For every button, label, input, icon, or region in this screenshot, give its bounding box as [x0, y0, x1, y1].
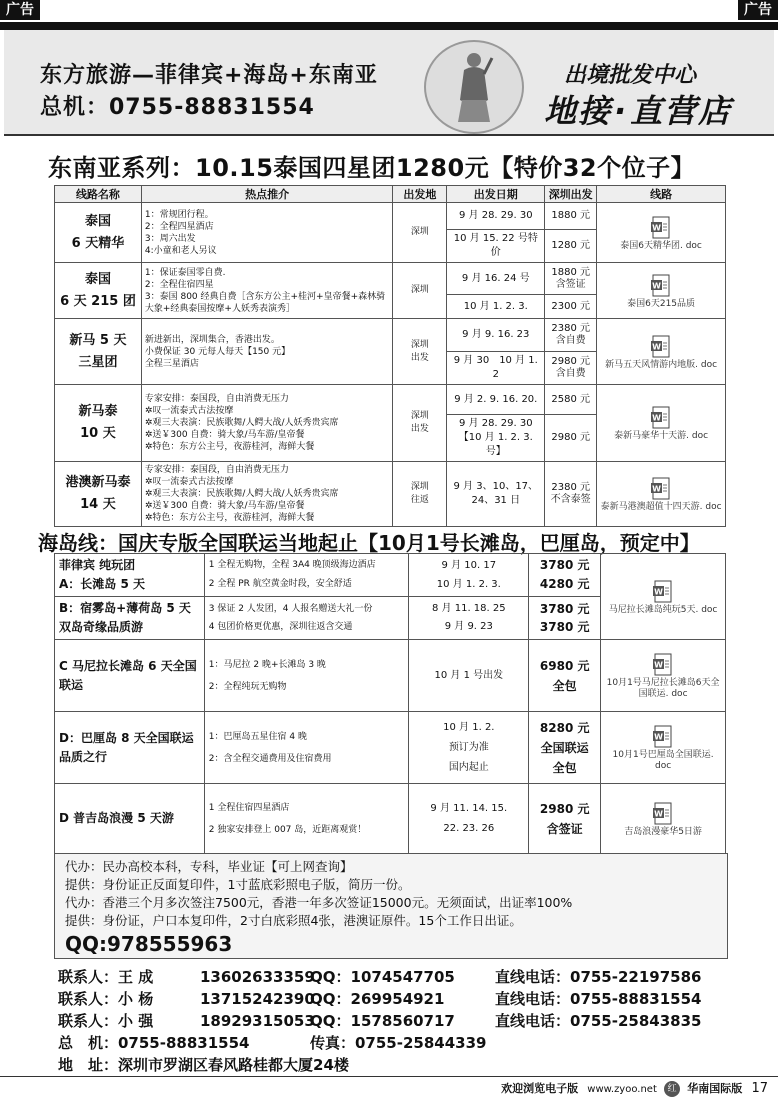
route-name-line2: 双岛奇缘品质游: [59, 620, 144, 634]
price-line: 3780 元: [539, 602, 590, 616]
seal-logo-icon: [424, 40, 524, 134]
contact-row: [58, 988, 701, 1009]
highlight-item: 3：周六出发: [144, 233, 196, 244]
highlight-item: ✲特色：东方公主号，夜游桂河，海鲜大餐: [144, 442, 315, 452]
date-line: 10 月 1. 2. 3.: [436, 579, 501, 590]
contact-direct-line: 直线电话：0755-22197586: [495, 968, 702, 986]
word-doc-icon: [650, 477, 672, 501]
departure-city: [393, 319, 447, 385]
contact-qq: QQ：1074547705: [310, 968, 455, 986]
route-highlights: [141, 203, 393, 263]
footer-brand: 华南国际版: [687, 1082, 743, 1095]
route-doc-link[interactable]: [597, 385, 726, 462]
fax: 传真：0755-25844339: [310, 1034, 487, 1052]
route-name-line2: 6 天 215 团: [60, 293, 136, 309]
route-doc-link[interactable]: [597, 462, 726, 527]
table-row: [55, 203, 726, 230]
title-dot: ·: [614, 92, 629, 130]
route-doc-link[interactable]: [601, 784, 726, 854]
price: 2580 元: [545, 385, 597, 415]
price: 2980 元: [545, 415, 597, 462]
route-doc-name: 吉岛浪漫豪华5日游: [624, 826, 702, 837]
route-name-line1: 港澳新马泰: [65, 475, 131, 490]
departure-date: 9 月 9. 16. 23: [447, 319, 545, 352]
table-header-row: [55, 186, 726, 203]
main-phone-headline: 总机：0755-88831554: [40, 95, 315, 120]
agent-services-box: [54, 853, 728, 959]
departure-line1: 深圳: [410, 339, 429, 350]
route-highlights: [141, 385, 393, 462]
price-line: 全包: [552, 760, 577, 775]
price: 2980 元 含自费: [545, 352, 597, 385]
table-row: [55, 263, 726, 295]
route-highlights: [141, 263, 393, 319]
departure-city: [393, 385, 447, 462]
island-route-name: [55, 597, 205, 640]
departure-date: 9 月 16. 24 号: [447, 263, 545, 295]
highlight-item: 4:小童和老人另议: [144, 245, 217, 256]
route-name-line1: B：宿雾岛+薄荷岛 5 天: [59, 601, 191, 615]
departure-line2: 出发: [410, 352, 429, 363]
island-highlights: [204, 597, 409, 640]
price: 1880 元: [545, 203, 597, 230]
route-doc-link[interactable]: [601, 712, 726, 784]
price: 1880 元 含签证: [545, 263, 597, 295]
local-reception-text: 地接: [544, 92, 613, 130]
highlight-item: 2：全程住宿四星: [144, 279, 214, 290]
highlight-item: 1 全程住宿四星酒店: [208, 802, 290, 813]
island-dates: [409, 554, 529, 597]
departure-date: 9 月 2. 9. 16. 20.: [447, 385, 545, 415]
contact-label: 联系人：小 强: [58, 1012, 154, 1030]
island-highlights: [204, 640, 409, 712]
contact-label: 联系人：王 成: [58, 968, 154, 986]
table-row: [55, 462, 726, 527]
agent-line: 提供：身份证正反面复印件，1寸蓝底彩照电子版，简历一份。: [65, 877, 411, 892]
word-doc-icon: [652, 802, 674, 826]
contact-direct-line: 直线电话：0755-88831554: [495, 990, 702, 1008]
wholesale-center-title: 出境批发中心: [564, 63, 697, 88]
contact-qq: QQ：269954921: [310, 990, 445, 1008]
departure-date: 9 月 28. 29. 30【10 月 1. 2. 3. 号】: [447, 415, 545, 462]
highlight-item: 专家安排：泰国段，自由消费无压力: [144, 394, 289, 404]
highlight-item: ✲叹一流泰式古法按摩: [144, 406, 234, 416]
highlight-item: ✲送￥300 自费：骑大象/马车游/皇帝餐: [144, 501, 305, 511]
highlight-item: 3：泰国 800 经典自费［含东方公主+桂河+皇帝餐+森林骑大象+经典泰国按摩+人妖秀表演秀］: [144, 291, 386, 314]
departure-city: [393, 203, 447, 263]
agent-line: 提供：身份证，户口本复印件，2寸白底彩照4张，港澳证原件。15个工作日出证。: [65, 913, 522, 928]
price-line: 全包: [552, 678, 577, 693]
island-route-name: D 普吉岛浪漫 5 天游: [55, 784, 205, 854]
departure-date: 9 月 28. 29. 30: [447, 203, 545, 230]
price-line: 6980 元: [539, 658, 590, 673]
island-price: [529, 712, 601, 784]
island-dates: [409, 712, 529, 784]
route-highlights: [141, 462, 393, 527]
route-highlights: [141, 319, 393, 385]
contact-phone: 13602633359: [200, 968, 315, 986]
word-doc-icon: [650, 274, 672, 298]
date-line: 国内起止: [448, 761, 489, 773]
route-name-line2: 三星团: [78, 354, 118, 370]
southeast-asia-table: [54, 185, 726, 527]
departure-line1: 深圳: [410, 227, 429, 237]
highlight-item: 1：常规团行程。: [144, 209, 214, 220]
header-banner: [4, 30, 774, 136]
price-line: 8280 元: [539, 720, 590, 735]
contact-row: [58, 966, 701, 987]
island-highlights: [204, 784, 409, 854]
route-doc-name: 马尼拉长滩岛纯玩5天. doc: [608, 604, 718, 615]
date-line: 10 月 1. 2.: [443, 721, 495, 733]
highlight-item: ✲观三大表演：民族歌舞/人鳄大战/人妖秀贵宾席: [144, 489, 339, 499]
contact-label: 联系人：小 杨: [58, 990, 154, 1008]
route-name-line2: 6 天精华: [71, 235, 125, 251]
contact-phone: 13715242390: [200, 990, 315, 1008]
route-name: [55, 462, 142, 527]
departure-line1: 深圳: [410, 482, 429, 492]
island-route-name: D：巴厘岛 8 天全国联运品质之行: [55, 712, 205, 784]
route-name-line2: 10 天: [80, 426, 116, 441]
highlight-item: 2 全程 PR 航空黄金时段，安全舒适: [208, 579, 352, 589]
route-name: [55, 263, 142, 319]
section-island-title: 海岛线：国庆专版全国联运当地起止【10月1号长滩岛，巴厘岛，预定中】: [38, 531, 700, 555]
highlight-item: ✲观三大表演：民族歌舞/人鳄大战/人妖秀贵宾席: [144, 418, 339, 428]
route-name-line1: 泰国: [84, 213, 111, 229]
highlight-item: 3 保证 2 人发团，4 人报名赠送大礼一份: [208, 604, 373, 614]
highlight-item: 1：马尼拉 2 晚+长滩岛 3 晚: [208, 659, 326, 670]
word-doc-icon: [650, 216, 672, 240]
footer-welcome: 欢迎浏览电子版: [501, 1082, 579, 1095]
highlight-item: 2 独家安排登上 007 岛，近距离观赏！: [208, 824, 367, 835]
island-highlights: [204, 554, 409, 597]
price: 2380 元 不含泰签: [545, 462, 597, 527]
island-table: [54, 553, 726, 854]
island-dates: [409, 597, 529, 640]
contact-direct-line: 直线电话：0755-25843835: [495, 1012, 702, 1030]
price-line: 3780 元: [539, 558, 590, 572]
route-doc-link[interactable]: [601, 640, 726, 712]
col-header-dates: 出发日期: [447, 186, 545, 203]
word-doc-icon: [652, 653, 674, 677]
route-name: [55, 319, 142, 385]
route-name-line1: 泰国: [84, 271, 111, 287]
direct-store-text: 直营店: [630, 92, 733, 130]
price: 2300 元: [545, 295, 597, 319]
table-row: [55, 554, 726, 597]
departure-line1: 深圳: [410, 411, 429, 421]
col-header-route-file: 线路: [597, 186, 726, 203]
highlight-item: 新进新出，深圳集合，香港出发。: [144, 334, 280, 345]
ad-label-right: 广告: [738, 0, 778, 20]
departure-date: 10 月 1. 2. 3.: [447, 295, 545, 319]
word-doc-icon: [652, 725, 674, 749]
direct-store-title: [544, 86, 732, 132]
date-line: 22. 23. 26: [443, 822, 495, 834]
col-header-departure: 出发地: [393, 186, 447, 203]
word-doc-icon: [650, 406, 672, 430]
route-name-line2: A：长滩岛 5 天: [59, 577, 145, 591]
highlight-item: ✲送￥300 自费：骑大象/马车游/皇帝餐: [144, 430, 305, 440]
route-doc-name: 新马五天风情游内地版. doc: [605, 359, 718, 370]
address: 地 址：深圳市罗湖区春风路桂都大厦24楼: [58, 1056, 349, 1074]
highlight-item: 小费保证 30 元每人每天【150 元】: [144, 346, 291, 357]
route-name: [55, 203, 142, 263]
departure-date: 10 月 15. 22 号特价: [447, 230, 545, 263]
footer: [501, 1080, 768, 1097]
price-line: 4280 元: [539, 577, 590, 591]
highlight-item: 1：保证泰国零自费.: [144, 267, 226, 278]
highlight-item: 2：全程纯玩无购物: [208, 681, 287, 692]
phone-fax-row: [58, 1032, 486, 1053]
departure-date: 9 月 3、10、17、24、31 日: [447, 462, 545, 527]
brand-logo-icon: 红: [664, 1081, 680, 1097]
route-name-line2: 14 天: [80, 497, 116, 512]
table-row: [55, 385, 726, 415]
departure-line2: 往返: [410, 495, 429, 505]
island-dates: [409, 784, 529, 854]
footer-site-link[interactable]: www.zyoo.net: [587, 1084, 657, 1095]
route-name-line1: 菲律宾 纯玩团: [59, 558, 136, 572]
price-line: 含签证: [546, 821, 583, 836]
word-doc-icon: [652, 580, 674, 604]
price-line: 3780 元: [539, 620, 590, 634]
main-phone: 总 机：0755-88831554: [58, 1034, 250, 1052]
highlight-item: 全程三星酒店: [144, 358, 199, 369]
route-doc-link[interactable]: [597, 319, 726, 385]
contact-qq: QQ：1578560717: [310, 1012, 455, 1030]
route-doc-name: 泰新马豪华十天游. doc: [614, 431, 709, 441]
date-line: 8 月 11. 18. 25: [432, 603, 506, 614]
route-doc-link[interactable]: [601, 554, 726, 640]
departure-city: [393, 263, 447, 319]
route-doc-name: 泰新马港澳超值十四天游. doc: [600, 502, 722, 512]
top-bar: [0, 22, 778, 30]
col-header-route-name: 线路名称: [55, 186, 142, 203]
col-header-shenzhen-price: 深圳出发: [545, 186, 597, 203]
footer-divider: [0, 1076, 778, 1077]
route-name-line1: 新马泰: [78, 404, 118, 419]
date-line: 9 月 11. 14. 15.: [430, 802, 508, 814]
statue-icon: [452, 50, 496, 124]
agent-line: 代办：香港三个月多次签注7500元，香港一年多次签证15000元。无须面试，出证率100%: [65, 895, 573, 910]
highlight-item: 1：巴厘岛五星住宿 4 晚: [208, 731, 307, 742]
date-line: 9 月 10. 17: [441, 560, 497, 571]
highlight-item: 专家安排：泰国段，自由消费无压力: [144, 465, 289, 475]
contact-phone: 18929315053: [200, 1012, 315, 1030]
price-line: 全国联运: [540, 740, 589, 755]
date-line: 预订为准: [448, 741, 489, 753]
highlight-item: 1 全程无购物，全程 3A4 晚顶级海边酒店: [208, 560, 376, 570]
highlight-item: 4 包团价格更优惠，深圳往返含交通: [208, 622, 353, 632]
company-slogan: 东方旅游—菲律宾+海岛+东南亚: [40, 63, 378, 88]
table-row: [55, 712, 726, 784]
route-doc-name: 泰国6天215品质: [627, 298, 696, 309]
table-row: [55, 640, 726, 712]
table-row: [55, 784, 726, 854]
route-doc-name: 泰国6天精华团. doc: [620, 240, 702, 251]
section-southeast-asia-title: 东南亚系列：10.15泰国四星团1280元【特价32个位子】: [48, 154, 696, 182]
contact-row: [58, 1010, 701, 1031]
route-name-line1: 新马 5 天: [69, 332, 127, 348]
island-dates: 10 月 1 号出发: [409, 640, 529, 712]
departure-line2: 出发: [410, 424, 429, 434]
island-route-name: [55, 554, 205, 597]
highlight-item: 2：含全程交通费用及住宿费用: [208, 753, 332, 764]
route-doc-link[interactable]: [597, 263, 726, 319]
highlight-item: 2：全程四星酒店: [144, 221, 214, 232]
departure-line1: 深圳: [410, 285, 429, 295]
date-line: 9 月 9. 23: [444, 621, 493, 632]
highlight-item: ✲叹一流泰式古法按摩: [144, 477, 234, 487]
col-header-highlights: 热点推介: [141, 186, 393, 203]
word-doc-icon: [650, 335, 672, 359]
agent-line: 代办：民办高校本科，专科，毕业证【可上网查询】: [65, 859, 353, 874]
departure-date: 9 月 30 10 月 1. 2: [447, 352, 545, 385]
route-doc-name: 10月1号马尼拉长滩岛6天全国联运. doc: [606, 678, 720, 699]
island-highlights: [204, 712, 409, 784]
price-line: 2980 元: [539, 801, 590, 816]
ad-label-left: 广告: [0, 0, 40, 20]
price: 2380 元 含自费: [545, 319, 597, 352]
island-price: [529, 554, 601, 597]
highlight-item: ✲特色：东方公主号，夜游桂河，海鲜大餐: [144, 513, 315, 523]
departure-city: [393, 462, 447, 527]
island-price: [529, 640, 601, 712]
route-name: [55, 385, 142, 462]
table-row: [55, 319, 726, 352]
page-number: 17: [751, 1081, 768, 1096]
island-price: [529, 597, 601, 640]
price: 1280 元: [545, 230, 597, 263]
route-doc-link[interactable]: [597, 203, 726, 263]
island-price: [529, 784, 601, 854]
route-doc-name: 10月1号巴厘岛全国联运. doc: [612, 750, 714, 771]
agent-qq: QQ:978555963: [65, 932, 233, 956]
island-route-name: C 马尼拉长滩岛 6 天全国联运: [55, 640, 205, 712]
